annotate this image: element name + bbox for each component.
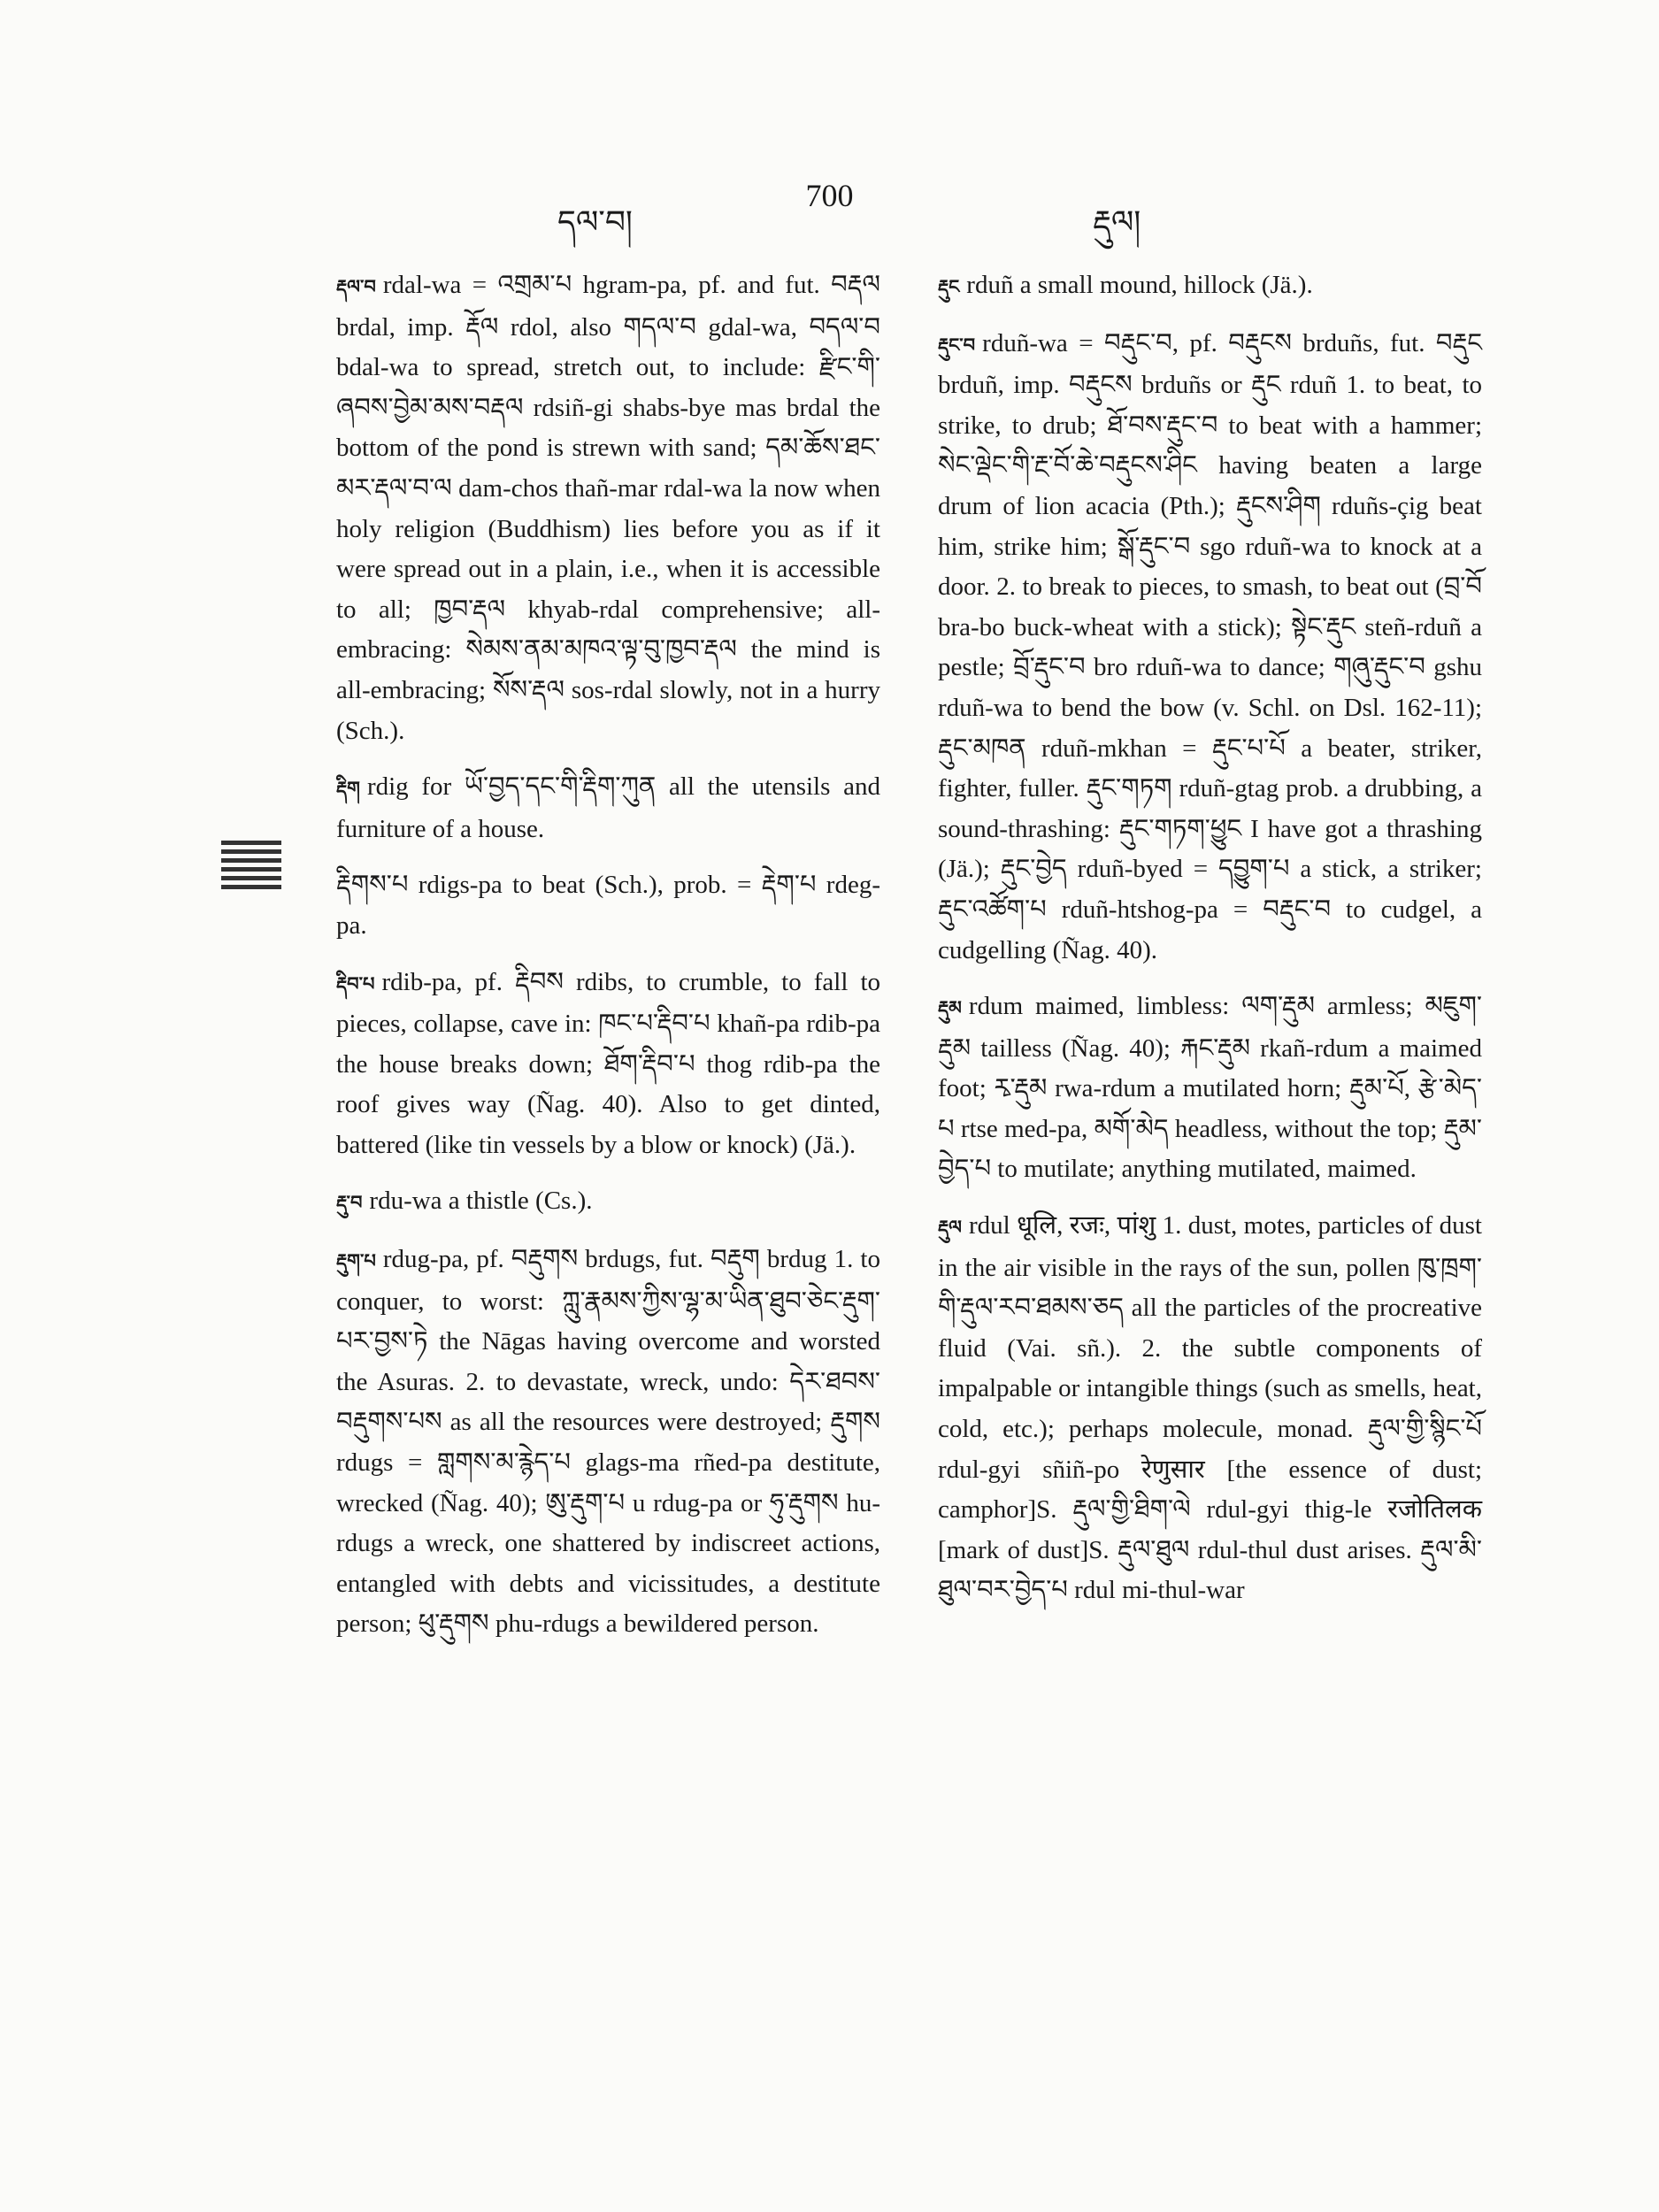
entry-headword: རྡུམ	[938, 997, 962, 1019]
entry-headword: རྡུང	[938, 276, 960, 297]
left-column	[336, 265, 880, 1661]
entry-headword: རྡལ་བ	[336, 276, 376, 297]
running-header	[0, 177, 1659, 241]
dictionary-entry	[336, 265, 880, 751]
entry-headword: རྡུལ	[938, 1217, 962, 1239]
dictionary-entry	[336, 1181, 880, 1224]
running-head-left: དལ་བ།	[557, 204, 633, 241]
entry-text: rdum maimed, limbless: ལག་རྡུམ armless; མཇུག་རྡུམ tailless (Ñag. 40); རྐང་རྡུམ rkañ-rdum a maimed foot; རྭ་རྡུམ rwa-rdum a mutilated horn; རྡུམ་པོ, རྩེ་མེད་པ rtse med-pa, མགོ་མེད headless, without the top; རྡུམ་བྱེད་པ to mutilate; anything mutilated, maimed.	[938, 992, 1482, 1184]
running-head-right: རྡུལ།	[1093, 204, 1141, 241]
entry-headword: རྡུག་པ	[336, 1250, 376, 1272]
page-number: 700	[805, 178, 854, 213]
entry-text: rdig for ཡོ་བྱད་དང་གི་རྡིག་ཀུན all the utensils and furniture of a house.	[336, 772, 880, 843]
entry-text: rdug-pa, pf. བརྡུགས brdugs, fut. བརྡུག brdug 1. to conquer, to worst: ཀླུ་རྣམས་ཀྱིས་ལྷ་མ་ཡིན་ཐུབ་ཅེང་རྡུག་པར་བྱས་ཏེ the Nāgas having overcome and worsted the Asuras. 2. to devastate, wreck, undo: དེར་ཐབས་བརྡུགས་པས as all the resources were destroyed; རྡུགས rdugs = གླགས་མ་རྙེད་པ glags-ma rñed-pa destitute, wrecked (Ñag. 40); ཨུ་རྡུག་པ u rdug-pa or ཧུ་རྡུགས hu-rdugs a wreck, one shattered by indiscreet actions, entangled with debts and vicissitudes, a destitute person; ཕུ་རྡུགས phu-rdugs a bewildered person.	[336, 1245, 880, 1639]
entry-headword: རྡུང་བ	[938, 334, 976, 356]
dictionary-entry	[336, 767, 880, 849]
entry-text: rdu-wa a thistle (Cs.).	[369, 1187, 593, 1216]
entry-headword: རྡིབ་པ	[336, 972, 375, 995]
dictionary-entry	[336, 963, 880, 1166]
dictionary-entry	[938, 324, 1482, 972]
right-column	[938, 265, 1482, 1627]
dictionary-entry	[336, 865, 880, 946]
entry-text: rduñ-wa = བརྡུང་བ, pf. བརྡུངས brduñs, fut. བརྡུང brduñ, imp. བརྡུངས brduñs or རྡུང rduñ 1. to beat, to strike, to drub; ཐོ་བས་རྡུང་བ to beat with a hammer; སེང་ལྡེང་གི་རྔ་བོ་ཆེ་བརྡུངས་ཤིང having beaten a large drum of lion acacia (Pth.); རྡུངས་ཤིག rduñs-çig beat him, strike him; སྒོ་རྡུང་བ sgo rduñ-wa to knock at a door. 2. to break to pieces, to smash, to beat out (བྲ་བོ bra-bo buck-wheat with a stick); སྟེང་རྡུང stеñ-rduñ a pestle; བྲོ་རྡུང་བ bro rduñ-wa to dance; གཞུ་རྡུང་བ gshu rduñ-wa to bend the bow (v. Schl. on Dsl. 162-11); རྡུང་མཁན rduñ-mkhan = རྡུང་པ་པོ a beater, striker, fighter, fuller. རྡུང་གཏག rduñ-gtag prob. a drubbing, a sound-thrashing: རྡུང་གཏག་ཕྱུང I have got a thrashing (Jä.); རྡུང་བྱེད rduñ-byed = དབྱུག་པ a stick, a striker; རྡུང་འཚོག་པ rduñ-htshog-pa = བརྡུང་བ to cudgel, a cudgelling (Ñag. 40).	[938, 328, 1482, 964]
entry-headword: རྡིག	[336, 778, 360, 800]
dictionary-entry	[938, 1206, 1482, 1611]
entry-text: rdul धूलि, रजः, पांशु 1. dust, motes, particles of dust in the air visible in the rays of the sun, pollen ཁུ་ཁྲག་གི་རྡུལ་རབ་ཐམས་ཅད all the particles of the procreative fluid (Vai. sñ.). 2. the subtle components of impalpable or intangible things (such as smells, heat, cold, etc.); perhaps molecule, monad. རྡུལ་གྱི་སྙིང་པོ rdul-gyi sñiñ-po रेणुसार [the essence of dust; camphor]S. རྡུལ་གྱི་ཐིག་ལེ rdul-gyi thig-le रजोतिलक [mark of dust]S. རྡུལ་ཐུལ rdul-thul dust arises. རྡུལ་མི་ཐུལ་བར་བྱེད་པ rdul mi-thul-war	[938, 1211, 1482, 1605]
entry-text: rdib-pa, pf. རྡིབས rdibs, to crumble, to fall to pieces, collapse, cave in: ཁང་པ་རྡིབ་པ khañ-pa rdib-pa the house breaks down; ཐོག་རྡིབ་པ thog rdib-pa the roof gives way (Ñag. 40). Also to get dinted, battered (like tin vessels by a blow or knock) (Jä.).	[336, 967, 880, 1159]
margin-section-mark-icon	[221, 841, 281, 897]
entry-text: rduñ a small mound, hillock (Jä.).	[966, 271, 1313, 299]
dictionary-entry	[938, 265, 1482, 308]
entry-text: rdal-wa = འགྲམ་པ hgram-pa, pf. and fut. བརྡལ brdal, imp. རྡོལ rdol, also གདལ་བ gdal-wa, བདལ་བ bdal-wa to spread, stretch out, to include: རྫིང་གི་ཞབས་བྱེམ་མས་བརྡལ rdsiñ-gi shabs-bye mas brdal the bottom of the pond is strewn with sand; དམ་ཆོས་ཐང་མར་རྡལ་བ་ལ dam-chos thañ-mar rdal-wa la now when holy religion (Buddhism) lies before you as if it were spread out in a plain, i.e., when it is accessible to all; ཁྱབ་རྡལ khyab-rdal comprehensive; all-embracing: སེམས་ནམ་མཁའ་ལྟ་བུ་ཁྱབ་རྡལ the mind is all-embracing; སོས་རྡལ sos-rdal slowly, not in a hurry (Sch.).	[336, 271, 880, 745]
entry-headword: རྡུ་བ	[336, 1192, 363, 1214]
dictionary-entry	[938, 987, 1482, 1190]
dictionary-entry	[336, 1240, 880, 1645]
entry-text: རྡིགས་པ rdigs-pa to beat (Sch.), prob. = རྡེག་པ rdeg-pa.	[336, 871, 880, 940]
